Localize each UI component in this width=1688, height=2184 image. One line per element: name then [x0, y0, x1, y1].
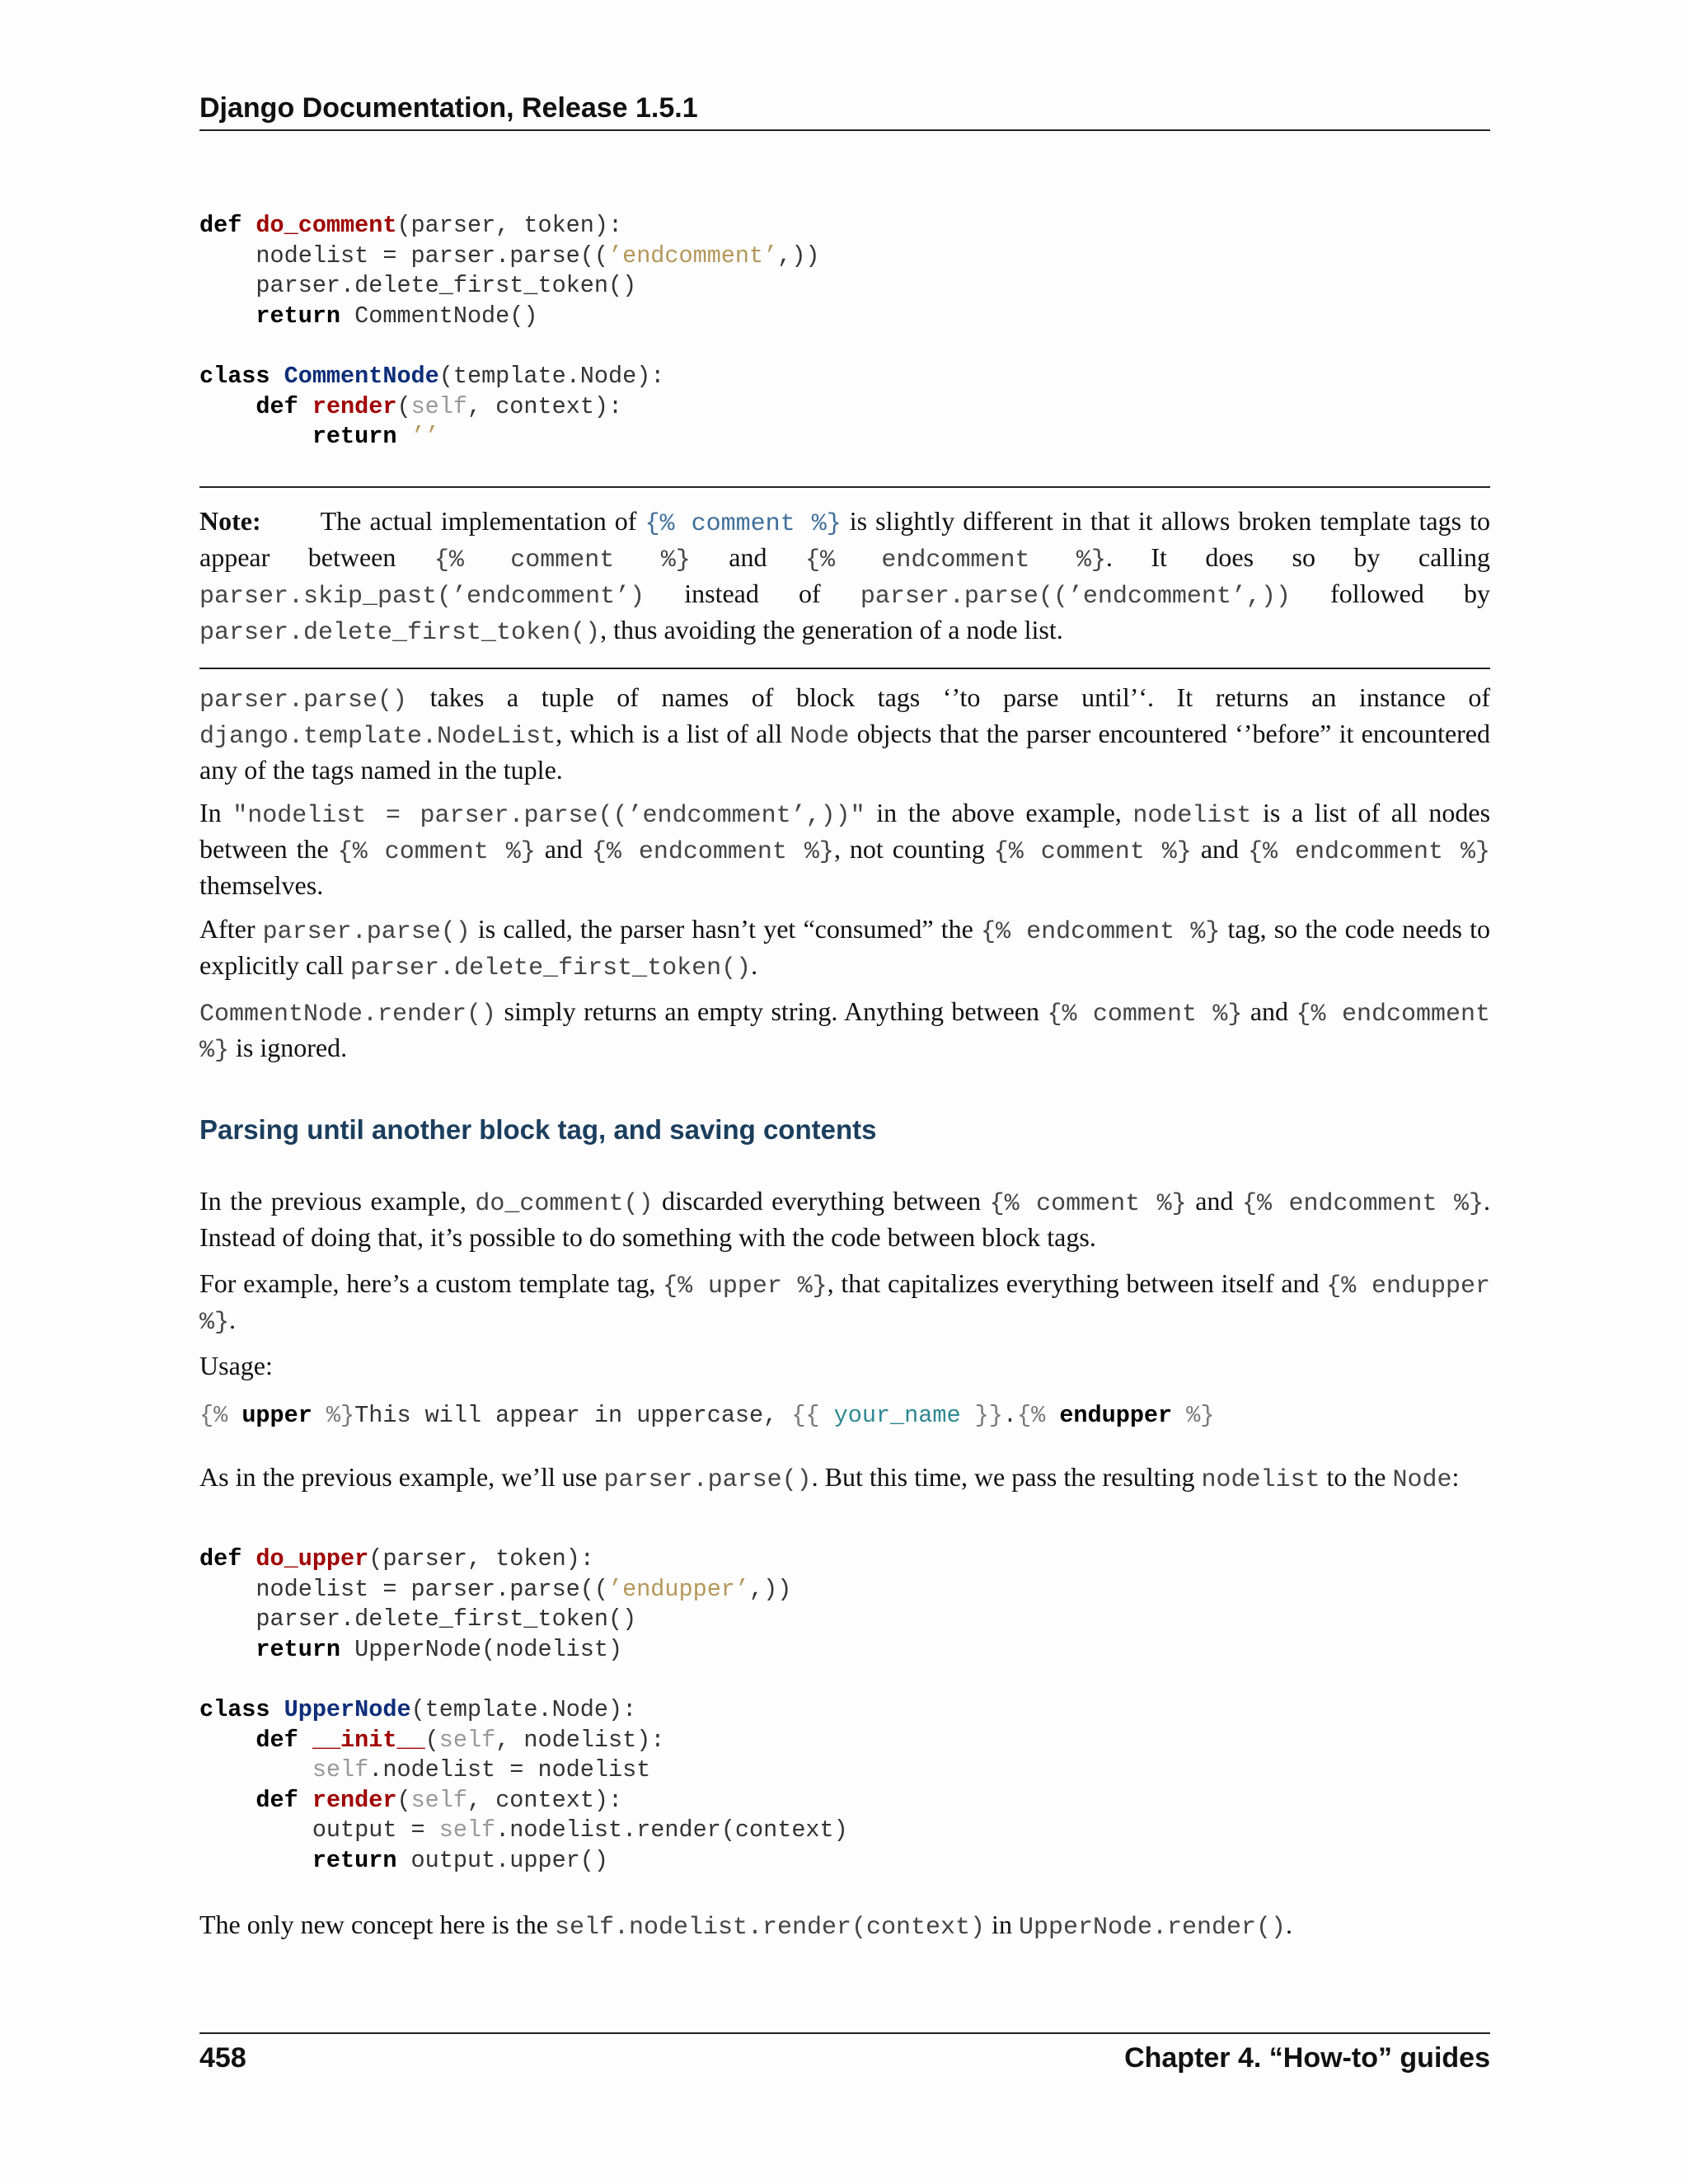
paragraph-previous-example: In the previous example, do_comment() discarded everything between {% comment %} and {% endcomment %}. Instead of doing that, it’s possible to do something with the code between block tags. [199, 1186, 1491, 1252]
chapter-title: Chapter 4. “How-to” guides [1124, 2042, 1490, 2074]
paragraph-after-parse: After parser.parse() is called, the parser hasn’t yet “consumed” the {% endcomment %} tag, so the code needs to explicitly call parser.delete_first_token(). [199, 914, 1491, 982]
paragraph-parser-parse: parser.parse() takes a tuple of names of block tags ‘’to parse until’‘. It returns an instance of django.template.NodeList, which is a list of all Node objects that the parser encountered ‘’before” it encountered any of the tags named in the tuple. [199, 682, 1491, 785]
section-heading: Parsing until another block tag, and saving contents [199, 1114, 877, 1145]
page-footer [199, 2032, 1490, 2074]
note-text: Note: The actual implementation of {% comment %} is slightly different in that it allows broken template tags to appear between {% comment %} and {% endcomment %}. It does so by calling parser.skip_past(’endcomment’) instead of parser.parse((’endcomment’,)) followed by parser.delete_first_token(), thus avoiding the generation of a node list. [199, 506, 1491, 647]
paragraph-upper-tag: For example, here’s a custom template tag, {% upper %}, that capitalizes everything between itself and {% endupper %}. [199, 1268, 1490, 1337]
page-number: 458 [199, 2042, 246, 2074]
note-label: Note: [199, 506, 261, 536]
paragraph-new-concept: The only new concept here is the self.nodelist.render(context) in UpperNode.render(). [199, 1910, 1292, 1942]
usage-label: Usage: [199, 1351, 273, 1380]
running-header: Django Documentation, Release 1.5.1 [199, 92, 1490, 131]
code-block-do-comment: def do_comment(parser, token): nodelist = parser.parse((’endcomment’,)) parser.delete_first_token() return CommentNode() class CommentNode(template.Node): def render(self, context): return ’’ [199, 212, 820, 451]
paragraph-commentnode-render: CommentNode.render() simply returns an empty string. Anything between {% comment %} and {% endcomment %} is ignored. [199, 996, 1491, 1065]
note-box [199, 486, 1490, 669]
paragraph-nodelist: In "nodelist = parser.parse((’endcomment’,))" in the above example, nodelist is a list of all nodes between the {% comment %} and {% endcomment %}, not counting {% comment %} and {% endcomment %} themselves. [199, 798, 1491, 900]
template-usage-example: {% upper %}This will appear in uppercase, {{ your_name }}.{% endupper %} [199, 1402, 1215, 1429]
paragraph-pass-nodelist: As in the previous example, we’ll use parser.parse(). But this time, we pass the resulting nodelist to the Node: [199, 1462, 1460, 1494]
code-block-do-upper: def do_upper(parser, token): nodelist = parser.parse((’endupper’,)) parser.delete_first_token() return UpperNode(nodelist) class UpperNode(template.Node): def __init__(self, nodelist): self.nodelist = nodelist def render(self, context): output = self.nodelist.render(context) return output.upper() [199, 1545, 848, 1874]
